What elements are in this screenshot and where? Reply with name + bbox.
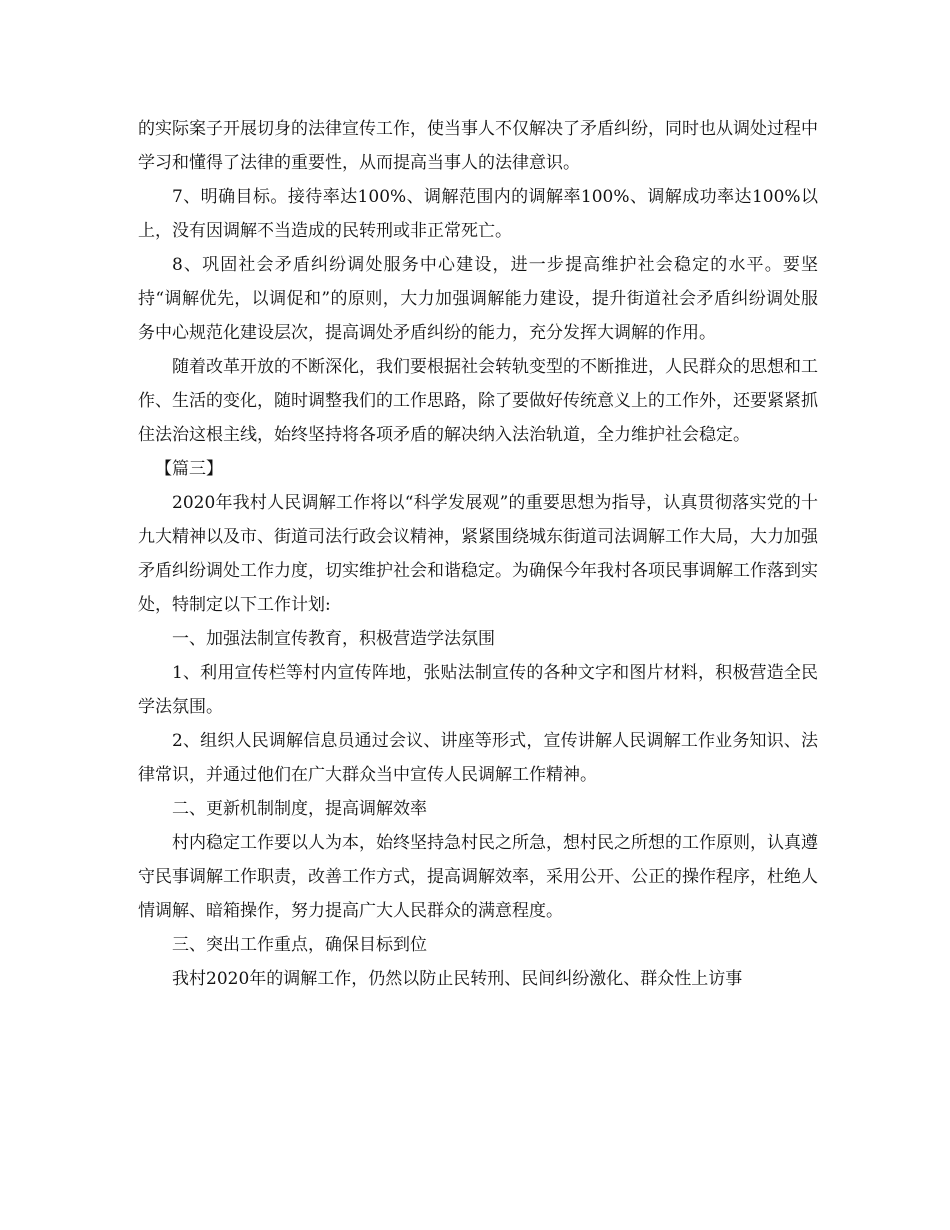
section-heading-part-three: 【篇三】 [155,459,223,479]
paragraph-summary: 随着改革开放的不断深化，我们要根据社会转轨变型的不断推进，人民群众的思想和工作、生活的变化，随时调整我们的工作思路，除了要做好传统意义上的工作外，还要紧紧抓住法治这根主线，始终坚持将各项矛盾的解决纳入法治轨道，全力维护社会稳定。 [138,357,818,445]
paragraph-continuation: 的实际案子开展切身的法律宣传工作，使当事人不仅解决了矛盾纠纷，同时也从调处过程中学习和懂得了法律的重要性，从而提高当事人的法律意识。 [138,119,818,173]
paragraph-mechanism: 村内稳定工作要以人为本，始终坚持急村民之所急，想村民之所想的工作原则，认真遵守民事调解工作职责，改善工作方式，提高调解效率，采用公开、公正的操作程序，杜绝人情调解、暗箱操作，努力提高广大人民群众的满意程度。 [138,833,818,921]
paragraph-item-7: 7、明确目标。接待率达100%、调解范围内的调解率100%、调解成功率达100%以上，没有因调解不当造成的民转刑或非正常死亡。 [138,187,818,241]
paragraph-intro: 2020年我村人民调解工作将以“科学发展观”的重要思想为指导，认真贯彻落实党的十九大精神以及市、街道司法行政会议精神，紧紧围绕城东街道司法调解工作大局，大力加强矛盾纠纷调处工作力度，切实维护社会和谐稳定。为确保今年我村各项民事调解工作落到实处，特制定以下工作计划: [138,493,818,615]
paragraph-point-2: 2、组织人民调解信息员通过会议、讲座等形式，宣传讲解人民调解工作业务知识、法律常识，并通过他们在广大群众当中宣传人民调解工作精神。 [138,731,818,785]
document-body [138,112,818,996]
subheading-two: 二、更新机制制度，提高调解效率 [172,799,427,819]
paragraph-point-1: 1、利用宣传栏等村内宣传阵地，张贴法制宣传的各种文字和图片材料，积极营造全民学法氛围。 [138,663,818,717]
subheading-three: 三、突出工作重点，确保目标到位 [172,935,427,955]
paragraph-item-8: 8、巩固社会矛盾纠纷调处服务中心建设，进一步提高维护社会稳定的水平。要坚持“调解优先，以调促和”的原则，大力加强调解能力建设，提升街道社会矛盾纠纷调处服务中心规范化建设层次，提高调处矛盾纠纷的能力，充分发挥大调解的作用。 [138,255,818,343]
subheading-one: 一、加强法制宣传教育，积极营造学法氛围 [172,629,495,649]
paragraph-focus: 我村2020年的调解工作，仍然以防止民转刑、民间纠纷激化、群众性上访事 [172,969,743,989]
